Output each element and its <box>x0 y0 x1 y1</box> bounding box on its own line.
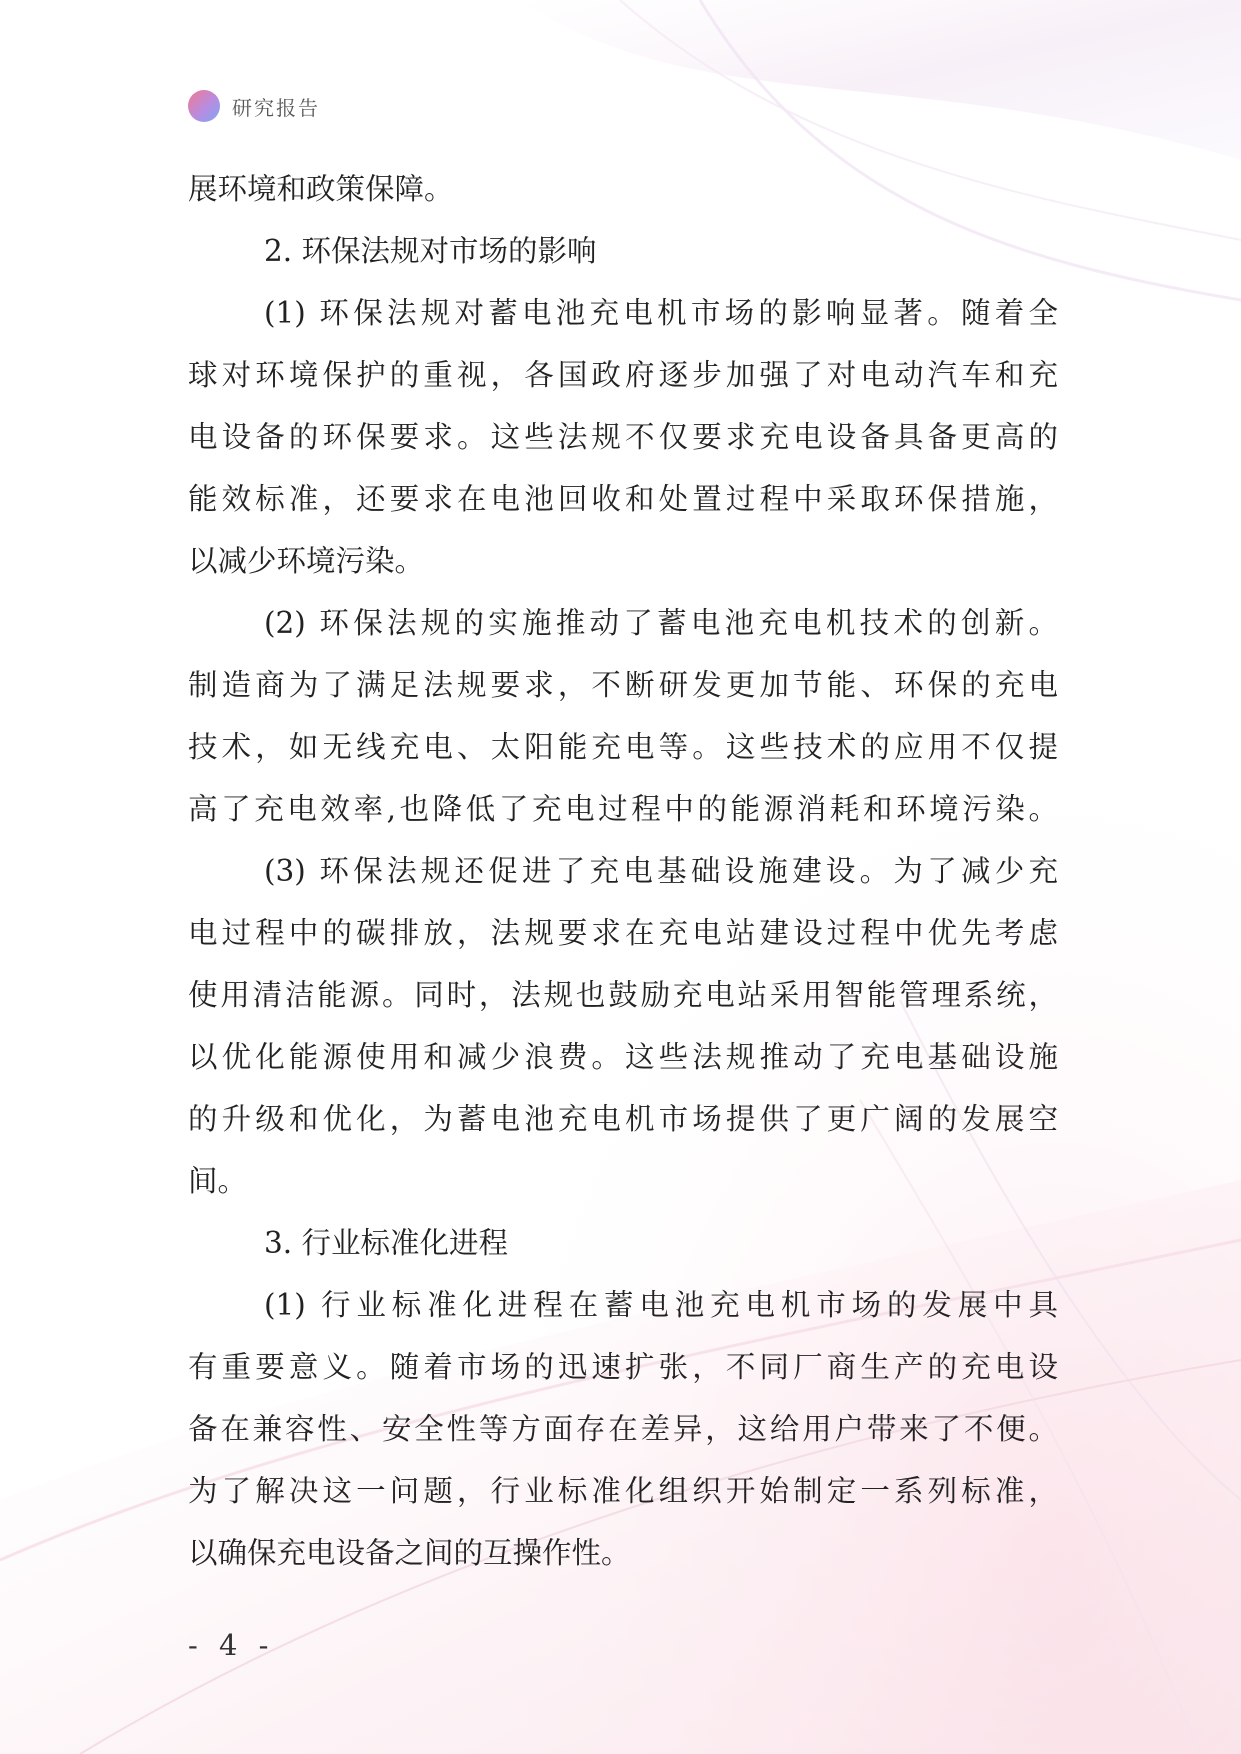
paragraph-line: (1) 行业标准化进程在蓄电池充电机市场的发展中具 <box>264 1288 1058 1322</box>
paragraph-line: 电过程中的碳排放，法规要求在充电站建设过程中优先考虑 <box>188 916 1058 950</box>
paragraph-line: 以确保充电设备之间的互操作性。 <box>188 1536 631 1570</box>
paragraph-line: 有重要意义。随着市场的迅速扩张，不同厂商生产的充电设 <box>188 1350 1058 1384</box>
page-number: - 4 - <box>188 1628 275 1662</box>
paragraph-line: 间。 <box>188 1164 248 1198</box>
document-body <box>188 158 1058 1584</box>
paragraph-line: 以优化能源使用和减少浪费。这些法规推动了充电基础设施 <box>188 1040 1058 1074</box>
paragraph-line: 使用清洁能源。同时，法规也鼓励充电站采用智能管理系统， <box>188 978 1058 1012</box>
paragraph-line: 备在兼容性、安全性等方面存在差异，这给用户带来了不便。 <box>188 1412 1058 1446</box>
paragraph-line: (2) 环保法规的实施推动了蓄电池充电机技术的创新。 <box>264 606 1058 640</box>
section-heading: 3. 行业标准化进程 <box>264 1226 509 1260</box>
paragraph-line: 为了解决这一问题，行业标准化组织开始制定一系列标准， <box>188 1474 1058 1508</box>
paragraph-line: 制造商为了满足法规要求，不断研发更加节能、环保的充电 <box>188 668 1058 702</box>
paragraph-line: 电设备的环保要求。这些法规不仅要求充电设备具备更高的 <box>188 420 1058 454</box>
paragraph-line: 技术，如无线充电、太阳能充电等。这些技术的应用不仅提 <box>188 730 1058 764</box>
paragraph-line: 以减少环境污染。 <box>188 544 425 578</box>
section-heading: 2. 环保法规对市场的影响 <box>264 234 597 268</box>
paragraph-line: 高了充电效率,也降低了充电过程中的能源消耗和环境污染。 <box>188 792 1058 826</box>
paragraph-line: (1) 环保法规对蓄电池充电机市场的影响显著。随着全 <box>264 296 1058 330</box>
paragraph-line: 展环境和政策保障。 <box>188 172 454 206</box>
paragraph-line: 的升级和优化，为蓄电池充电机市场提供了更广阔的发展空 <box>188 1102 1058 1136</box>
paragraph-line: (3) 环保法规还促进了充电基础设施建设。为了减少充 <box>264 854 1058 888</box>
report-logo-icon <box>188 90 220 122</box>
report-header <box>188 88 320 124</box>
report-header-title: 研究报告 <box>232 95 320 120</box>
paragraph-line: 能效标准，还要求在电池回收和处置过程中采取环保措施， <box>188 482 1058 516</box>
paragraph-line: 球对环境保护的重视，各国政府逐步加强了对电动汽车和充 <box>188 358 1058 392</box>
